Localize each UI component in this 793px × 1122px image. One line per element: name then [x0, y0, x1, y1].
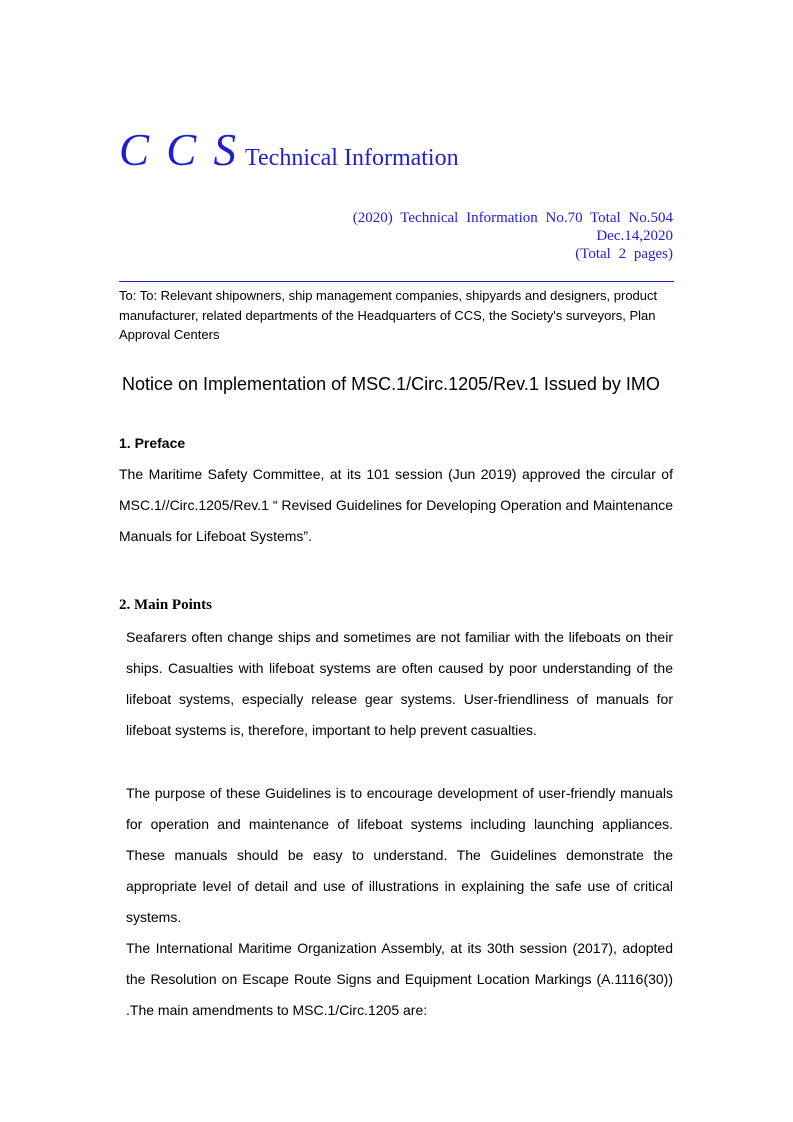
technical-info-number: (2020) Technical Information No.70 Total No.504 [352, 210, 673, 226]
section-heading-preface: 1. Preface [119, 435, 186, 451]
document-metadata [253, 209, 673, 263]
main-points-paragraph: The International Maritime Organization Assembly, at its 30th session (2017), adopted the Resolution on Escape Route Signs and Equipment Location Markings (A.1116(30)) .The main amendments to MSC.1/Circ.1205 are: [126, 940, 673, 1018]
issue-date: Dec.14,2020 [596, 228, 673, 244]
header-divider [119, 281, 674, 282]
notice-title: Notice on Implementation of MSC.1/Circ.1205/Rev.1 Issued by IMO [122, 374, 660, 394]
header-subtitle: Technical Information [245, 145, 459, 171]
total-pages: (Total 2 pages) [575, 246, 673, 262]
ccs-header-logo [119, 124, 459, 176]
preface-paragraph: The Maritime Safety Committee, at its 101 session (Jun 2019) approved the circular of MSC.1//Circ.1205/Rev.1 “ Revised Guidelines for Developing Operation and Maintenance Manuals for Lifeboat Systems”. [119, 466, 673, 544]
main-points-paragraph: Seafarers often change ships and sometimes are not familiar with the lifeboats on their ships. Casualties with lifeboat systems are often caused by poor understanding of the lifeboat systems, especially release gear systems. User-friendliness of manuals for lifeboat systems is, therefore, important to help prevent casualties. [126, 629, 673, 738]
ccs-logo-text: C C S [119, 125, 240, 175]
section-heading-main-points: 2. Main Points [119, 597, 212, 613]
recipients: To: To: Relevant shipowners, ship management companies, shipyards and designers, product manufacturer, related departments of the Headquarters of CCS, the Society's surveyors, Plan Approval Centers [119, 288, 658, 342]
main-points-paragraph: The purpose of these Guidelines is to encourage development of user-friendly manuals for operation and maintenance of lifeboat systems including launching appliances. These manuals should be easy to understand. The Guidelines demonstrate the appropriate level of detail and use of illustrations in explaining the safe use of critical systems. [126, 785, 673, 925]
